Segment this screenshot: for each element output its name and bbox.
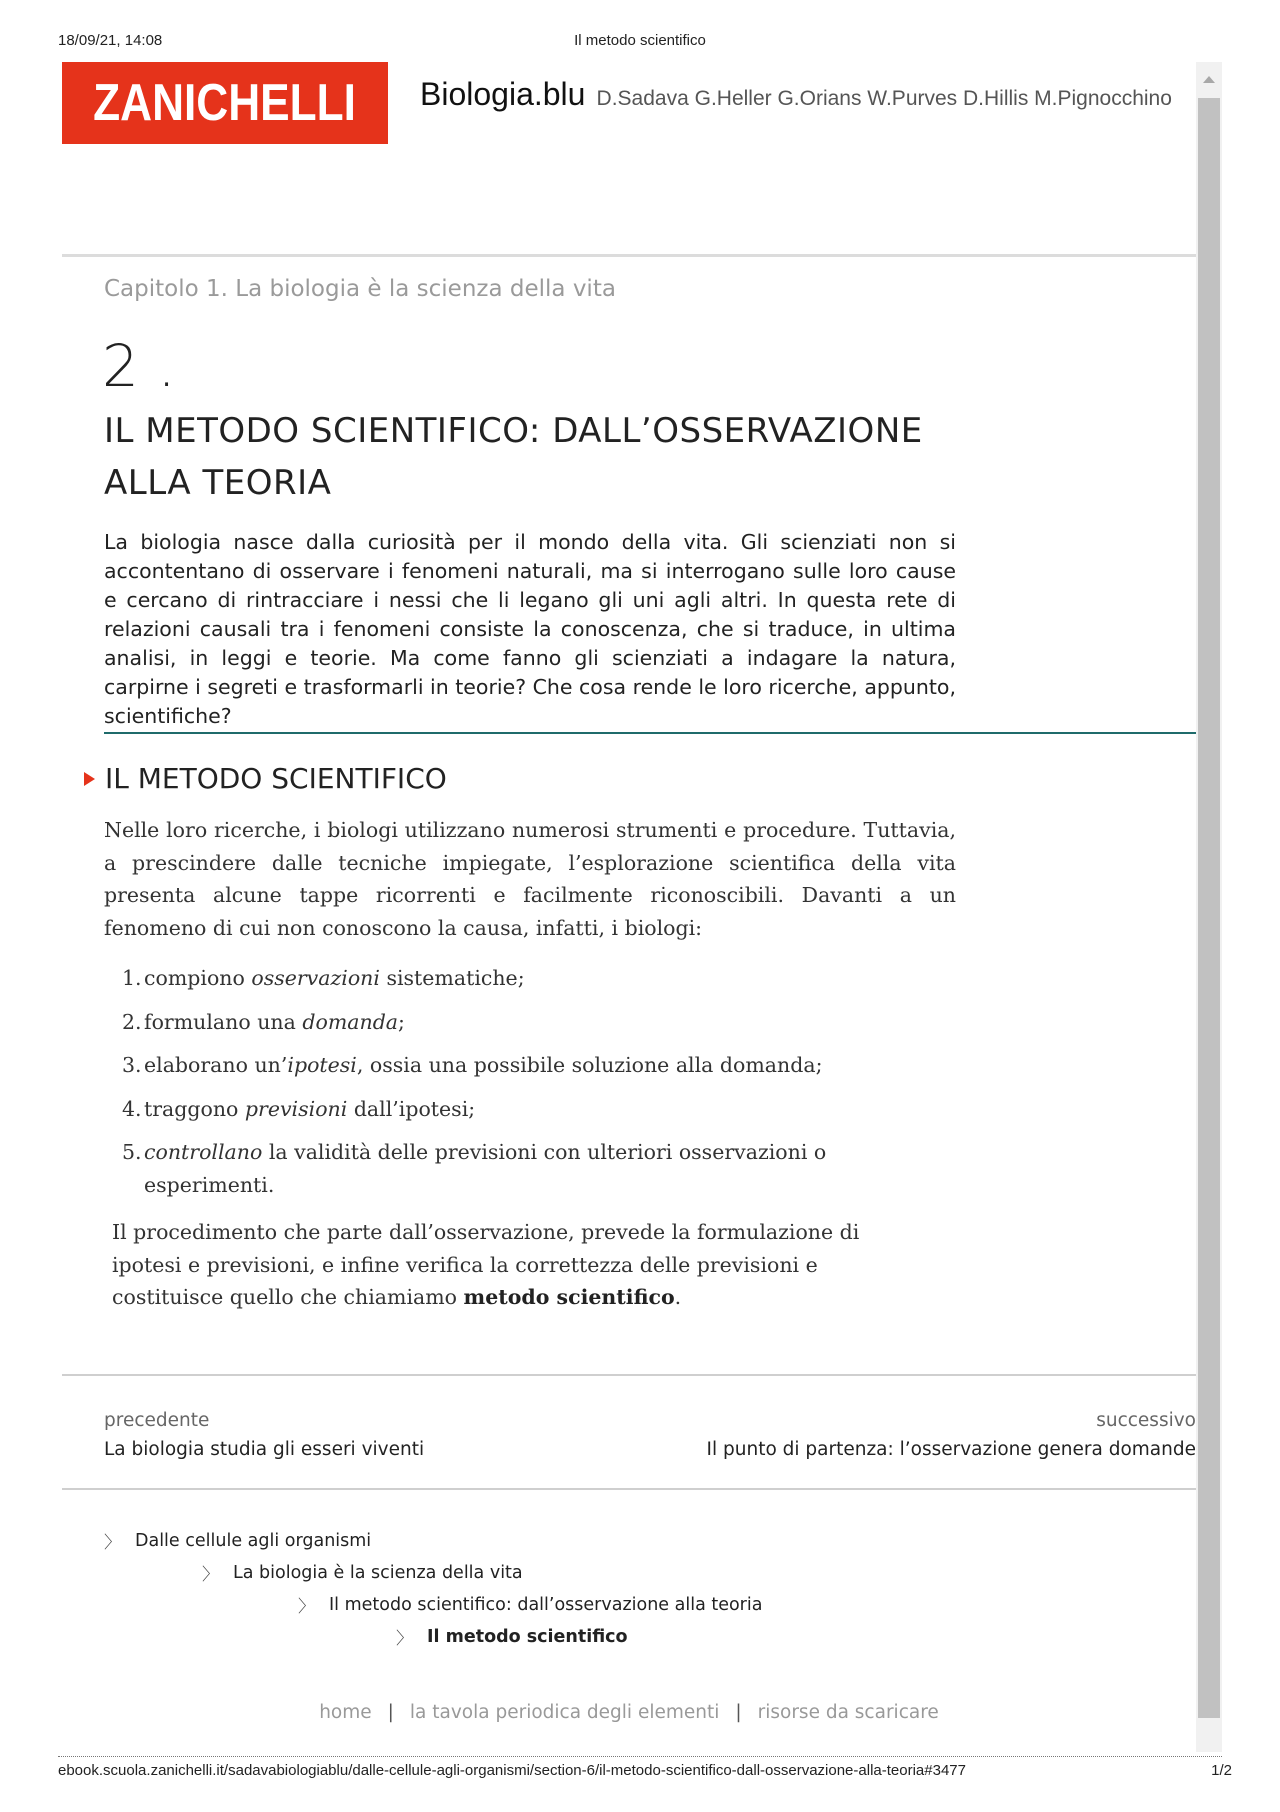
- step-text-post: ;: [398, 1009, 405, 1034]
- step-text-emphasis: domanda: [302, 1009, 399, 1034]
- section-number: 2 .: [102, 332, 176, 400]
- method-step: [122, 1093, 956, 1126]
- method-step: [122, 962, 956, 995]
- step-text-pre: formulano una: [144, 1009, 303, 1034]
- method-steps-list: [122, 962, 956, 1212]
- vertical-scrollbar[interactable]: [1196, 62, 1222, 1752]
- pagination-divider-top: [62, 1374, 1196, 1376]
- breadcrumb-label: Il metodo scientifico: dall’osservazione alla teoria: [329, 1594, 763, 1615]
- breadcrumb-item-current[interactable]: [396, 1624, 628, 1649]
- breadcrumb-label: La biologia è la scienza della vita: [233, 1562, 523, 1583]
- print-datetime: 18/09/21, 14:08: [58, 32, 163, 49]
- print-url: ebook.scuola.zanichelli.it/sadavabiologiablu/dalle-cellule-agli-organismi/section-6/il-metodo-scientifico-dall-osservazione-alla-teoria#3477: [58, 1762, 966, 1779]
- method-step: [122, 1006, 956, 1039]
- breadcrumb-label: Dalle cellule agli organismi: [135, 1530, 372, 1551]
- prev-page-link[interactable]: [104, 1410, 424, 1460]
- step-text: [144, 1049, 956, 1082]
- step-text: [144, 1006, 956, 1039]
- step-number: 2.: [122, 1009, 142, 1034]
- subsection-heading: [84, 762, 447, 795]
- scrollbar-thumb[interactable]: [1198, 98, 1220, 1718]
- footer-separator: |: [387, 1702, 394, 1723]
- paragraph-2-bold: metodo scientifico: [463, 1285, 675, 1309]
- chevron-right-icon: 〉: [104, 1533, 121, 1553]
- method-step: [122, 1049, 956, 1082]
- footer-home-link[interactable]: home: [319, 1702, 372, 1723]
- step-text-emphasis: osservazioni: [251, 966, 380, 990]
- book-title: [420, 76, 1172, 113]
- paragraph-2-text: Il procedimento che parte dall’osservazione, prevede la formulazione di ipotesi e previsioni, e infine verifica la correttezza delle previsioni e costituisce quello che chiamiamo: [112, 1220, 860, 1309]
- print-page-number: 1/2: [1211, 1762, 1232, 1779]
- breadcrumb-item-2[interactable]: [202, 1560, 523, 1585]
- header-divider: [62, 254, 1196, 257]
- footer-separator: |: [735, 1702, 742, 1723]
- book-name: Biologia.blu: [420, 76, 586, 112]
- chevron-right-icon: 〉: [298, 1597, 315, 1617]
- step-number: 4.: [122, 1096, 142, 1121]
- step-text-post: la validità delle previsioni con ulteriori osservazioni o esperimenti.: [144, 1140, 827, 1197]
- pagination-divider-bottom: [62, 1488, 1196, 1490]
- print-footer-rule: [58, 1756, 1222, 1757]
- step-text: [144, 1136, 956, 1201]
- method-step: [122, 1136, 956, 1201]
- step-text-post: sistematiche;: [379, 966, 525, 990]
- scroll-up-arrow-icon[interactable]: [1203, 76, 1215, 83]
- step-text: [144, 962, 956, 995]
- section-divider: [104, 732, 1196, 734]
- section-title: [104, 405, 1004, 509]
- triangle-bullet-icon: [84, 772, 95, 786]
- chevron-right-icon: 〉: [202, 1565, 219, 1585]
- zanichelli-logo[interactable]: [62, 62, 388, 144]
- step-text-post: dall’ipotesi;: [347, 1096, 476, 1121]
- step-text-emphasis: ipotesi: [287, 1053, 357, 1077]
- step-text-emphasis: controllano: [144, 1140, 263, 1164]
- footer-resources-link[interactable]: risorse da scaricare: [757, 1702, 939, 1723]
- breadcrumb-item-3[interactable]: [298, 1592, 762, 1617]
- step-text: [144, 1093, 956, 1126]
- section-title-line-2: ALLA TEORIA: [104, 463, 332, 503]
- breadcrumb-item-1[interactable]: [104, 1528, 371, 1553]
- step-number: 3.: [122, 1053, 142, 1077]
- breadcrumb-label: Il metodo scientifico: [427, 1626, 628, 1647]
- prev-title[interactable]: La biologia studia gli esseri viventi: [104, 1439, 425, 1460]
- step-text-post: , ossia una possibile soluzione alla domanda;: [356, 1053, 823, 1077]
- body-paragraph-1: Nelle loro ricerche, i biologi utilizzano numerosi strumenti e procedure. Tuttavia, a prescindere dalle tecniche impiegate, l’esplorazione scientifica della vita presenta alcune tappe ricorrenti e facilmente riconoscibili. Davanti a un fenomeno di cui non conoscono la causa, infatti, i biologi:: [104, 818, 956, 940]
- step-text-pre: compiono: [144, 966, 252, 990]
- paragraph-2-end: .: [674, 1285, 682, 1309]
- subsection-title: IL METODO SCIENTIFICO: [105, 762, 447, 795]
- step-number: 5.: [122, 1140, 142, 1164]
- step-text-pre: elaborano un’: [144, 1053, 288, 1077]
- step-text-emphasis: previsioni: [244, 1096, 348, 1121]
- book-authors: D.Sadava G.Heller G.Orians W.Purves D.Hillis M.Pignocchino: [596, 87, 1172, 110]
- print-page-title: Il metodo scientifico: [574, 32, 706, 49]
- step-text-pre: traggono: [144, 1096, 245, 1121]
- footer-links: [62, 1702, 1196, 1723]
- chapter-label: Capitolo 1. La biologia è la scienza della vita: [104, 276, 616, 302]
- section-title-line-1: IL METODO SCIENTIFICO: DALL’OSSERVAZIONE: [104, 411, 923, 451]
- next-title[interactable]: Il punto di partenza: l’osservazione genera domande: [706, 1439, 1196, 1460]
- body-paragraph-2: [112, 1216, 912, 1314]
- intro-paragraph: La biologia nasce dalla curiosità per il mondo della vita. Gli scienziati non si accontentano di osservare i fenomeni naturali, ma si interrogano sulle loro cause e cercano di rintracciare i nessi che li legano gli uni agli altri. In questa rete di relazioni causali tra i fenomeni consiste la conoscenza, che si traduce, in ultima analisi, in leggi e teorie. Ma come fanno gli scienziati a indagare la natura, carpirne i segreti e trasformarli in teorie? Che cosa rende le loro ricerche, appunto, scientifiche?: [104, 530, 956, 728]
- print-header: [0, 32, 1280, 52]
- footer-periodic-table-link[interactable]: la tavola periodica degli elementi: [409, 1702, 720, 1723]
- step-number: 1.: [122, 966, 142, 990]
- prev-label: precedente: [104, 1410, 210, 1431]
- page-viewport: [62, 62, 1222, 1752]
- next-label: successivo: [1096, 1410, 1196, 1431]
- chevron-right-icon: 〉: [396, 1629, 413, 1649]
- next-page-link[interactable]: [707, 1410, 1196, 1460]
- logo-text: ZANICHELLI: [93, 74, 357, 132]
